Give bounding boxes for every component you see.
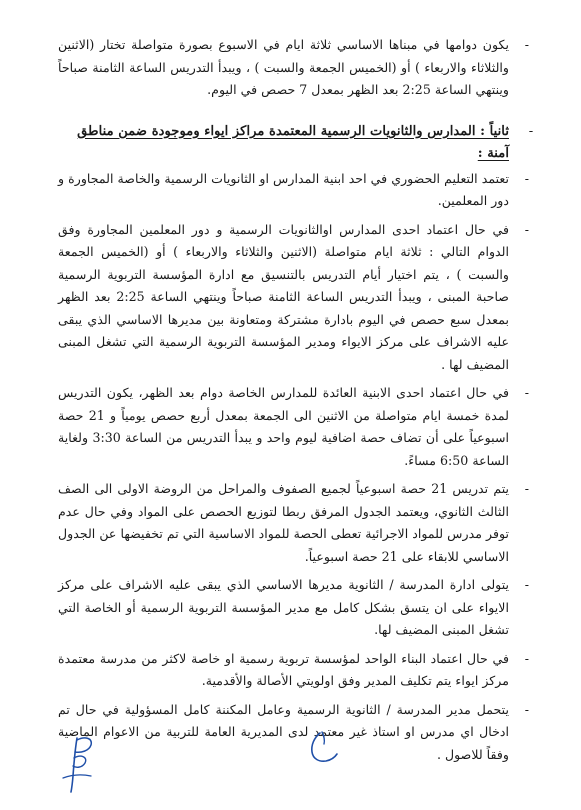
list-item — [58, 168, 531, 213]
list-item — [58, 574, 531, 642]
section-marker: - — [528, 123, 534, 139]
bullet-marker: - — [524, 650, 529, 666]
signature-right — [300, 730, 345, 770]
section-title: ثانياً : المدارس والثانويات الرسمية المعتمدة مراكز ايواء وموجودة ضمن مناطق آمنة : — [77, 123, 509, 161]
signature-left — [55, 732, 115, 794]
bullet-marker: - — [524, 37, 529, 52]
list-item-text: في حال اعتماد احدى الابنية العائدة للمدارس الخاصة دوام بعد الظهر، يكون التدريس لمدة خمسة ايام متواصلة من الاثنين الى الجمعة بمعدل أربع حصص يومياً و 21 حصة اسبوعياً على أن تضاف حصة اضافية ليوم واحد و يبدأ التدريس من الساعة 3:30 ولغاية الساعة 6:50 مساءً. — [58, 385, 510, 468]
intro-bullet-text: يكون دوامها في مبناها الاساسي ثلاثة ايام في الاسبوع بصورة متواصلة تختار (الاثنين والثلاثاء والاربعاء ) أو (الخميس الجمعة والسبت ) ، ويبدأ التدريس الساعة الثامنة صباحاً وينتهي الساعة 2:25 بعد الظهر بمعدل 7 حصص في اليوم. — [58, 37, 509, 97]
section-heading — [54, 121, 534, 165]
list-item — [58, 219, 531, 377]
list-item-text: تعتمد التعليم الحضوري في احد ابنية المدارس او الثانويات الرسمية والخاصة المجاورة و دور المعلمين. — [58, 170, 509, 208]
list-item-text: يتولى ادارة المدرسة / الثانوية مديرها الاساسي الذي يبقى عليه الاشراف على مركز الايواء على ان يتسق بشكل كامل مع مدير المؤسسة التربوية الرسمية أو الخاصة التي تشغل المبنى المضيف لها. — [58, 577, 509, 637]
list-item — [58, 382, 531, 472]
list-item-text: يتم تدريس 21 حصة اسبوعياً لجميع الصفوف والمراحل من الروضة الاولى الى الصف الثالث الثانوي، ويعتمد الجدول المرفق ربطا لتوزيع الحصص على المواد وفي حال عدم توفر مدرس للمواد الاجرائية تعطى الحصة للمواد الاساسية التي تم تخفيضها عن الجدول الاساسي للابقاء على 21 حصة اسبوعياً. — [58, 481, 510, 564]
bullet-marker: - — [524, 481, 529, 496]
list-item-text: يتحمل مدير المدرسة / الثانوية الرسمية وعامل المكننة كامل المسؤولية في حال تم ادخال اي مدرس او استاذ غير معتمد لدى المديرية العامة للتربية من الاعوام الماضية وفقاً للاصول . — [58, 701, 509, 762]
list-item-text: في حال اعتماد البناء الواحد لمؤسسة تربوية رسمية او خاصة لاكثر من مدرسة معتمدة مركز ايواء يتم تكليف المدير وفق اولويتي الأصالة والأقدمية. — [58, 650, 509, 688]
bullet-marker: - — [524, 170, 529, 186]
bullet-marker: - — [524, 701, 529, 717]
list-item — [58, 478, 531, 568]
list-item-text: في حال اعتماد احدى المدارس اوالثانويات الرسمية و دور المعلمين المجاورة وفق الدوام التالي : ثلاثة ايام متواصلة (الاثنين والثلاثاء والاربعاء ) أو (الخميس الجمعة والسبت ) ، يتم اختيار أيام التدريس بالتنسيق مع ادارة المؤسسة التربوية الرسمية صاحبة المبنى ، ويبدأ التدريس الساعة الثامنة صباحاً وينتهي الساعة 2:25 بعد الظهر بمعدل سبع حصص في اليوم بادارة مشتركة ومتعاونة بين مديرها الاساسي الذي يبقى عليه الاشراف على مركز الايواء ومدير المؤسسة التربوية الرسمية التي تشغل المبنى المضيف لها . — [58, 221, 509, 372]
bullet-marker: - — [524, 385, 529, 400]
list-item — [58, 648, 531, 693]
intro-bullet — [58, 34, 531, 102]
signatures-area — [0, 730, 581, 800]
bullet-marker: - — [524, 221, 529, 237]
bullet-marker: - — [524, 577, 529, 592]
